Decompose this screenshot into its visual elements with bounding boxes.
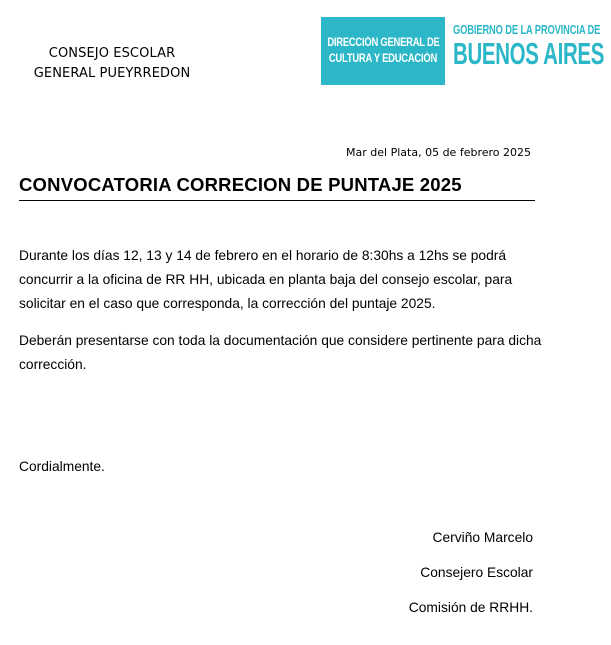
signer-role: Consejero Escolar [420,565,533,580]
page-title: CONVOCATORIA CORRECION DE PUNTAJE 2025 [19,174,535,201]
signer-office: Comisión de RRHH. [408,600,533,615]
closing-salutation: Cordialmente. [19,459,105,474]
province-name: BUENOS AIRES [453,36,605,71]
government-label: GOBIERNO DE LA PROVINCIA DE [453,22,601,37]
logo-box-line2: CULTURA Y EDUCACIÓN [328,53,438,65]
council-name: CONSEJO ESCOLAR [48,46,176,61]
logo-box-line1: DIRECCIÓN GENERAL DE [326,37,440,49]
body-paragraph-2: Deberán presentarse con toda la documentación que considere pertinente para dicha corrección. [19,333,542,372]
council-district: GENERAL PUEYRREDON [33,66,191,81]
letter-date: Mar del Plata, 05 de febrero 2025 [346,146,531,159]
province-government-logo [453,22,611,70]
body-paragraph-1: Durante los días 12, 13 y 14 de febrero en el horario de 8:30hs a 12hs se podrá concurrir a la oficina de RR HH, ubicada en planta baja del consejo escolar, para solicitar en el caso que corresponda, la corrección del puntaje 2025. [19,248,513,311]
signer-name: Cerviño Marcelo [432,530,533,545]
education-directorate-logo [321,17,445,85]
council-header [22,44,202,84]
